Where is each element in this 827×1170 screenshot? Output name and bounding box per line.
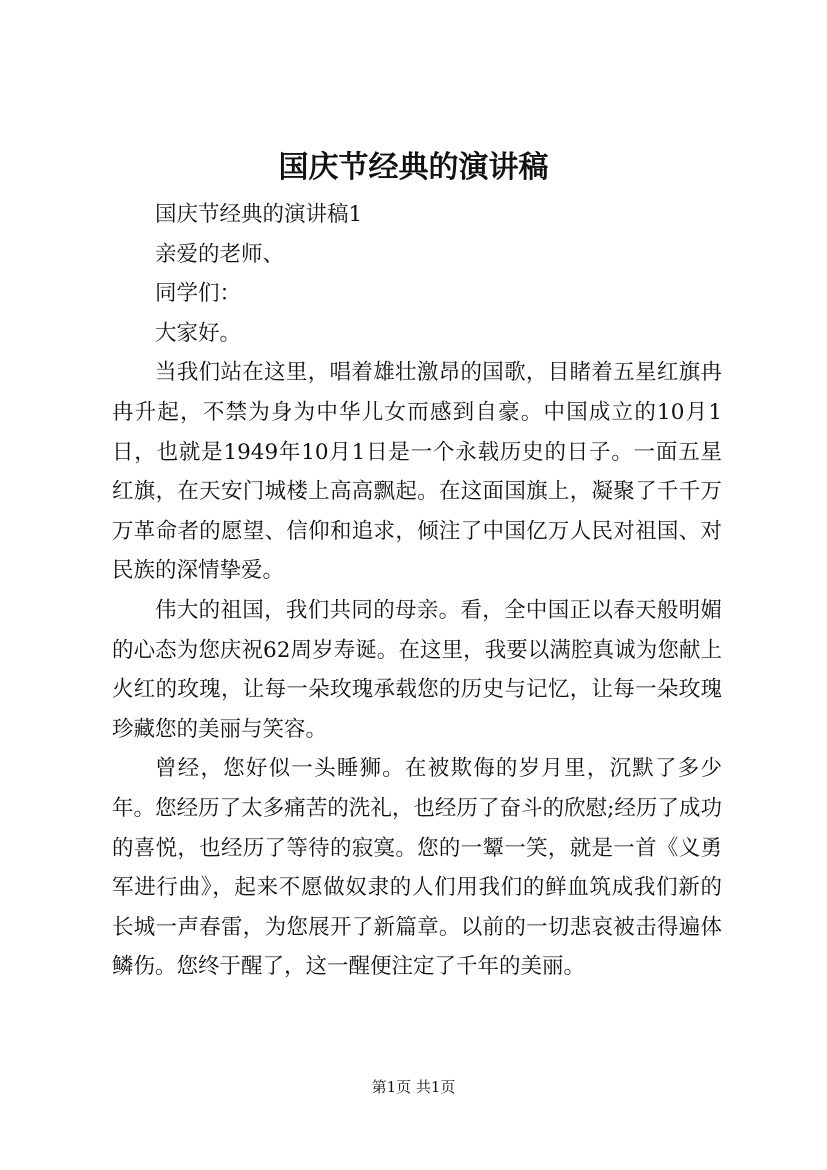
paragraph-body: 曾经，您好似一头睡狮。在被欺侮的岁月里，沉默了多少年。您经历了太多痛苦的洗礼，也经历了奋斗的欣慰;经历了成功的喜悦，也经历了等待的寂寞。您的一颦一笑，就是一首《义勇军进行曲》，起来不愿做奴隶的人们用我们的鲜血筑成我们新的长城一声春雷，为您展开了新篇章。以前的一切悲哀被击得遍体鳞伤。您终于醒了，这一醒便注定了千年的美丽。 [112,756,722,980]
document-body [112,195,722,987]
document-title: 国庆节经典的演讲稿 [278,150,549,185]
paragraph-hello: 大家好。 [155,320,242,346]
paragraph-greeting-teachers: 亲爱的老师、 [155,241,285,267]
paragraph-subtitle: 国庆节经典的演讲稿1 [155,202,363,227]
paragraph-body: 伟大的祖国，我们共同的母亲。看，全中国正以春天般明媚的心态为您庆祝62周岁寿诞。在这里，我要以满腔真诚为您献上火红的玫瑰，让每一朵玫瑰承载您的历史与记忆，让每一朵玫瑰珍藏您的美丽与笑容。 [112,597,722,742]
paragraph-body: 当我们站在这里，唱着雄壮激昂的国歌，目睹着五星红旗冉冉升起，不禁为身为中华儿女而感到自豪。中国成立的10月1日，也就是1949年10月1日是一个永载历史的日子。一面五星红旗，在天安门城楼上高高飘起。在这面国旗上，凝聚了千千万万革命者的愿望、信仰和追求，倾注了中国亿万人民对祖国、对民族的深情挚爱。 [112,360,722,584]
paragraph-greeting-students: 同学们： [155,281,242,307]
page-footer: 第1页 共1页 [371,1078,456,1096]
